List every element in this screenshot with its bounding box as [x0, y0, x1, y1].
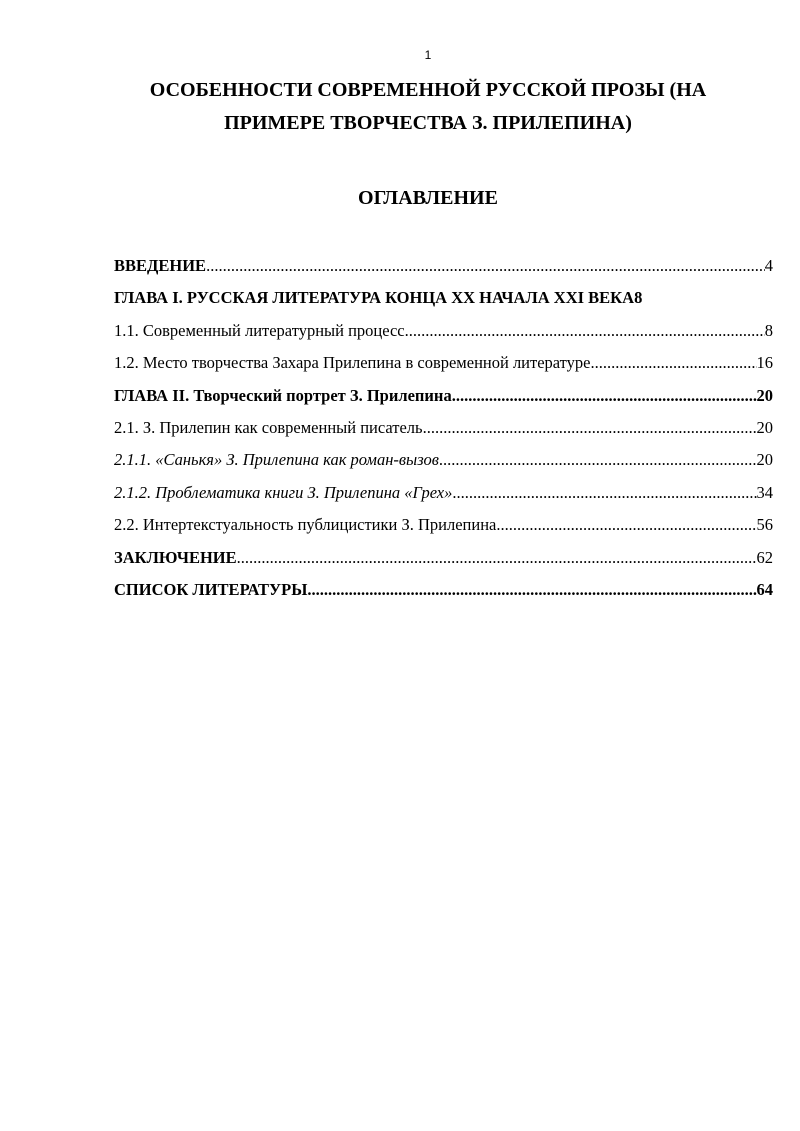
toc-leader-dots	[206, 256, 765, 276]
toc-entry[interactable]	[114, 288, 773, 320]
toc-entry[interactable]	[114, 483, 773, 515]
toc-entry-label: 1.2. Место творчества Захара Прилепина в современной литературе	[114, 353, 591, 373]
toc-entry-page: 20	[756, 417, 773, 437]
toc-entry-page: 4	[764, 256, 773, 275]
toc-entry-label: ВВЕДЕНИЕ	[114, 256, 207, 275]
toc-entry[interactable]	[114, 321, 773, 353]
toc-entry[interactable]	[114, 418, 773, 450]
toc-entry-page: 20	[756, 385, 773, 405]
toc-entry-label: 2.1.2. Проблематика книги З. Прилепина «Грех»	[114, 482, 453, 502]
toc-entry[interactable]	[114, 580, 773, 612]
toc-leader-dots	[307, 580, 756, 600]
toc-entry[interactable]	[114, 515, 773, 547]
toc-entry[interactable]	[114, 256, 773, 288]
toc-entry[interactable]	[114, 386, 773, 418]
toc-entry-label: ГЛАВА II. Творческий портрет З. Прилепина	[114, 385, 452, 405]
toc-leader-dots	[452, 386, 757, 406]
document-title: ОСОБЕННОСТИ СОВРЕМЕННОЙ РУССКОЙ ПРОЗЫ (НА ПРИМЕРЕ ТВОРЧЕСТВА З. ПРИЛЕПИНА)	[149, 79, 707, 134]
toc-entry-page: 64	[756, 579, 773, 599]
table-of-contents	[114, 256, 773, 612]
toc-entry[interactable]	[114, 353, 773, 385]
toc-entry[interactable]	[114, 450, 773, 482]
toc-entry-page: 62	[756, 547, 773, 567]
toc-entry-label: 2.1. З. Прилепин как современный писатель	[114, 417, 423, 437]
toc-leader-dots	[423, 418, 757, 438]
toc-leader-dots	[439, 450, 757, 470]
toc-leader-dots	[405, 321, 765, 341]
toc-entry-page: 34	[756, 482, 773, 502]
toc-entry-label: ГЛАВА I. РУССКАЯ ЛИТЕРАТУРА КОНЦА XX НАЧАЛА XXI ВЕКА	[114, 288, 635, 308]
toc-entry-page: 20	[756, 450, 773, 470]
toc-leader-dots	[452, 483, 756, 503]
toc-entry-label: 2.1.1. «Санькя» З. Прилепина как роман-вызов	[114, 450, 439, 470]
toc-heading: ОГЛАВЛЕНИЕ	[358, 187, 498, 209]
toc-leader-dots	[496, 515, 756, 535]
toc-leader-dots	[591, 353, 757, 373]
toc-entry-page: 8	[764, 320, 773, 340]
toc-entry-label: 2.2. Интертекстуальность публицистики З. Прилепина	[114, 515, 497, 535]
page-number: 1	[424, 48, 432, 62]
toc-entry-label: 1.1. Современный литературный процесс	[114, 320, 405, 340]
toc-entry-page: 8	[634, 288, 643, 308]
toc-entry-page: 16	[756, 353, 773, 373]
toc-entry-label: СПИСОК ЛИТЕРАТУРЫ	[114, 579, 308, 599]
toc-entry-page: 56	[756, 515, 773, 535]
toc-entry-label: ЗАКЛЮЧЕНИЕ	[114, 547, 237, 567]
toc-entry[interactable]	[114, 548, 773, 580]
toc-leader-dots	[237, 548, 757, 568]
